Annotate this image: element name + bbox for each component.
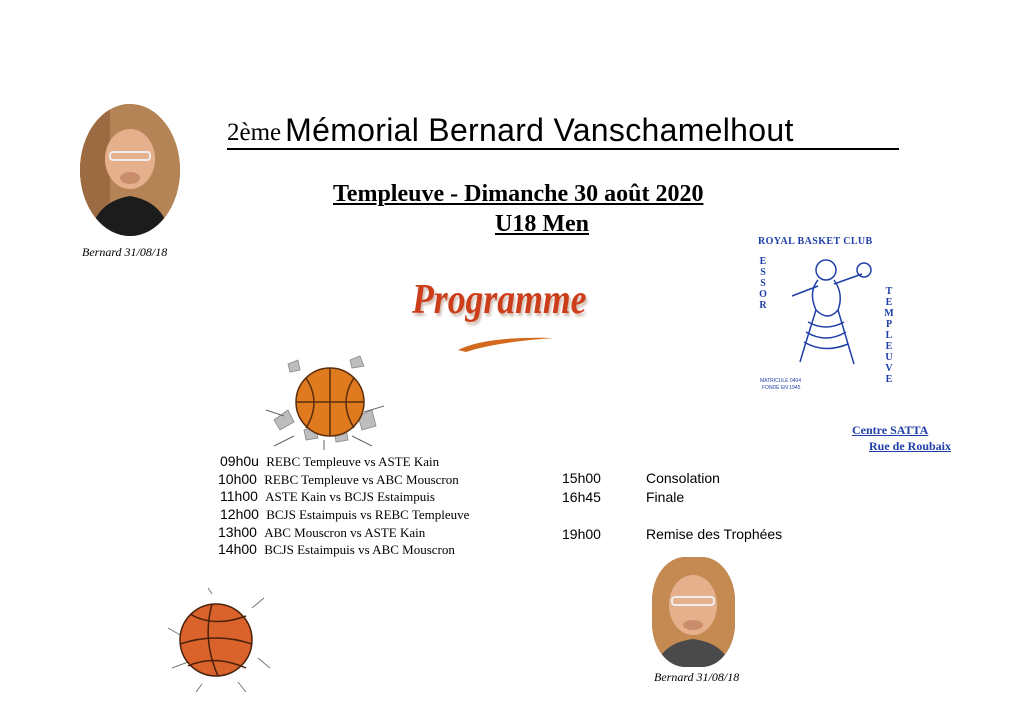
schedule-row (220, 507, 469, 521)
portrait-top-caption: Bernard 31/08/18 (82, 245, 168, 259)
programme-swoosh-icon (456, 332, 556, 354)
schedule-match: REBC Templeuve vs ASTE Kain (266, 454, 440, 469)
club-matricule: MATRICULE 0404 (760, 378, 802, 384)
schedule-match: BCJS Estaimpuis vs REBC Templeuve (266, 507, 470, 522)
person-photo-icon (652, 557, 735, 667)
event-subtitle: Templeuve - Dimanche 30 août 2020 (333, 181, 704, 207)
schedule-row (220, 454, 439, 468)
person-photo-icon (80, 104, 180, 236)
venue-name[interactable]: Centre SATTA (852, 423, 929, 437)
venue-street[interactable]: Rue de Roubaix (869, 439, 952, 453)
schedule-match: BCJS Estaimpuis vs ABC Mouscron (264, 542, 455, 557)
portrait-bottom (652, 557, 735, 667)
schedule-row (218, 472, 459, 486)
schedule-row (218, 525, 425, 539)
schedule-time: 09h0u (220, 453, 259, 469)
portrait-top (80, 104, 180, 236)
finals-time: 16h45 (562, 489, 601, 505)
title-prefix: 2ème (227, 119, 282, 146)
schedule-match: REBC Templeuve vs ABC Mouscron (264, 472, 459, 487)
club-right-vertical: TEMPLEUVE (884, 286, 894, 385)
basketball-wall-icon (254, 350, 394, 450)
schedule-time: 11h00 (220, 488, 258, 504)
finals-time: 19h00 (562, 526, 601, 542)
schedule-match: ABC Mouscron vs ASTE Kain (264, 525, 426, 540)
schedule-time: 12h00 (220, 506, 259, 522)
basketball-wall-icon (162, 588, 272, 692)
finals-label: Consolation (646, 470, 720, 486)
page-title (227, 108, 899, 150)
schedule-time: 13h00 (218, 524, 257, 540)
schedule-row (218, 542, 455, 556)
club-logo (752, 232, 902, 392)
schedule-time: 10h00 (218, 471, 257, 487)
schedule-row (220, 489, 435, 503)
basketball-player-icon (778, 252, 878, 372)
programme-heading: Programme (412, 277, 587, 323)
schedule-match: ASTE Kain vs BCJS Estaimpuis (265, 489, 435, 504)
club-left-vertical: ESSOR (759, 256, 767, 311)
portrait-bottom-caption: Bernard 31/08/18 (654, 670, 740, 684)
schedule-time: 14h00 (218, 541, 257, 557)
finals-label: Remise des Trophées (646, 526, 783, 542)
event-category: U18 Men (495, 211, 589, 237)
club-name: ROYAL BASKET CLUB (758, 236, 873, 247)
club-founded: FONDÉ EN 1945 (762, 385, 801, 391)
finals-time: 15h00 (562, 470, 601, 486)
title-text: Mémorial Bernard Vanschamelhout (285, 112, 794, 148)
finals-label: Finale (646, 489, 685, 505)
